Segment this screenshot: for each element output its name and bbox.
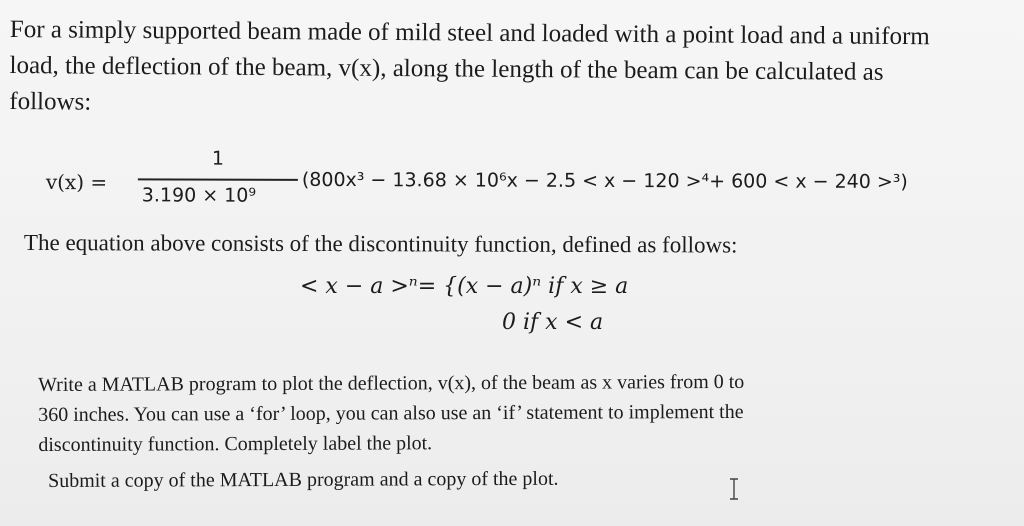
text-cursor-icon (728, 478, 740, 500)
intro-paragraph (9, 12, 1010, 128)
discontinuity-heading: The equation above consists of the discontinuity function, defined as follows: (23, 230, 738, 258)
task-line-3: discontinuity function. Completely label the plot. (38, 432, 433, 456)
equation-rhs: (800x³ − 13.68 × 10⁶x − 2.5 < x − 120 >⁴+ 600 < x − 240 >³) (301, 168, 908, 194)
discontinuity-case-1: < x − a >ⁿ= {(x − a)ⁿ if x ≥ a (300, 274, 629, 299)
task-line-1: Write a MATLAB program to plot the deflection, v(x), of the beam as x varies from 0 to (38, 370, 745, 396)
fraction-bar (138, 178, 298, 180)
equation-fraction (138, 142, 298, 217)
discontinuity-case-2: 0 if x < a (502, 310, 604, 335)
task-paragraph (38, 366, 998, 460)
fraction-denominator: 3.190 × 10⁹ (141, 184, 257, 207)
submit-instruction: Submit a copy of the MATLAB program and a copy of the plot. (48, 467, 559, 492)
task-line-2: 360 inches. You can use a ‘for’ loop, you can also use an ‘if’ statement to implement the (38, 400, 744, 426)
deflection-equation (46, 142, 1006, 219)
intro-line-3: follows: (9, 87, 92, 116)
equation-lhs: v(x) = (45, 169, 108, 195)
intro-line-2: load, the deflection of the beam, v(x), along the length of the beam can be calculated as (9, 51, 884, 86)
intro-line-1: For a simply supported beam made of mild steel and loaded with a point load and a uniform (9, 15, 930, 51)
fraction-numerator: 1 (211, 147, 225, 170)
